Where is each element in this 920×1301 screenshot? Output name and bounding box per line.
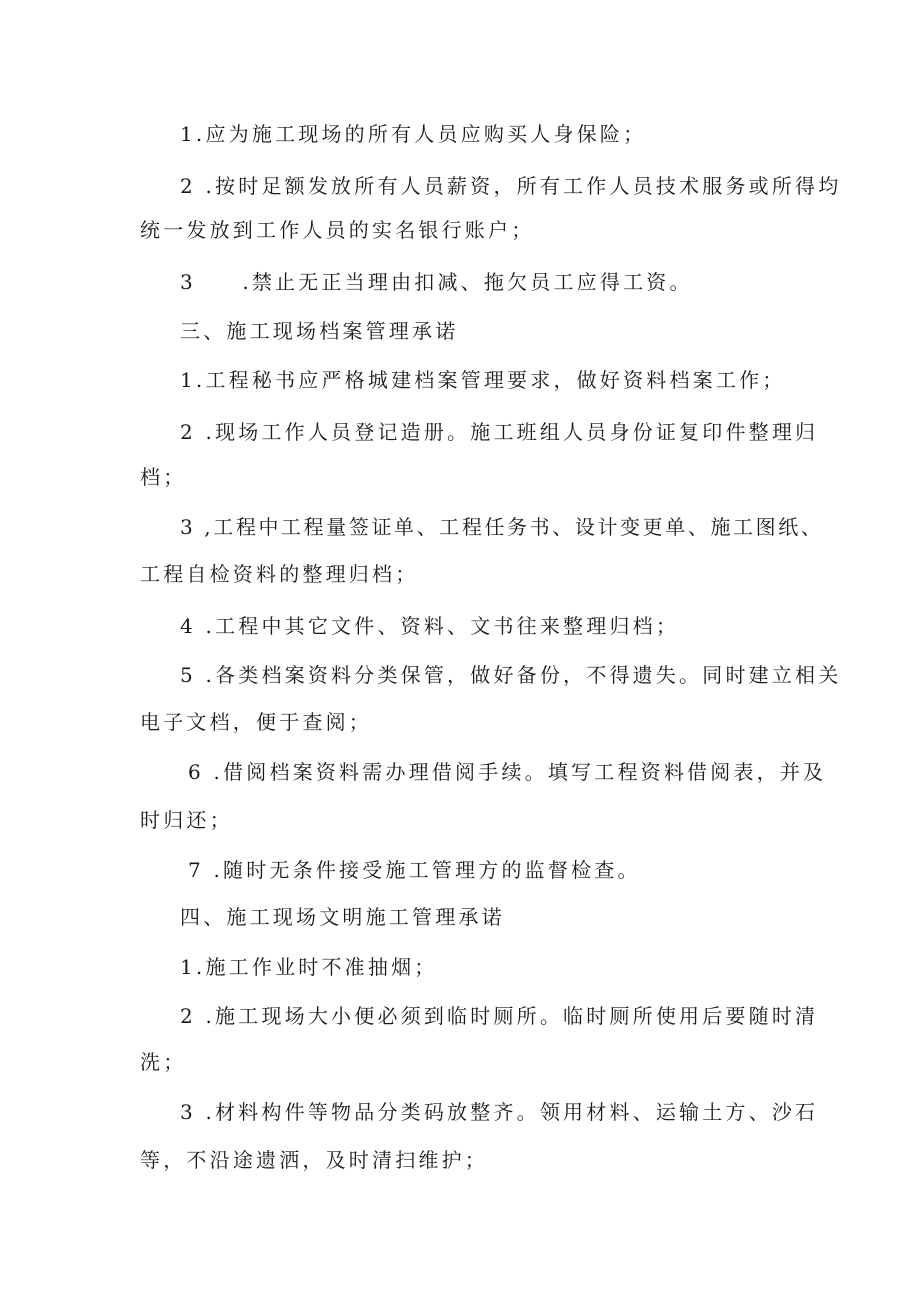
paragraph-line: 7 .随时无条件接受施工管理方的监督检查。 <box>188 858 641 882</box>
paragraph-line: 时归还； <box>140 808 233 832</box>
paragraph-line: 2 .施工现场大小便必须到临时厕所。临时厕所使用后要随时清 <box>180 1004 819 1028</box>
paragraph-line: 洗； <box>140 1050 187 1074</box>
section-heading: 四、施工现场文明施工管理承诺 <box>180 905 505 929</box>
paragraph-line: 工程自检资料的整理归档； <box>140 562 419 586</box>
paragraph-line: 统一发放到工作人员的实名银行账户； <box>140 218 535 242</box>
paragraph-line: 4 .工程中其它文件、资料、文书往来整理归档； <box>180 614 680 638</box>
paragraph-line: 1.工程秘书应严格城建档案管理要求，做好资料档案工作； <box>180 368 786 392</box>
section-heading: 三、施工现场档案管理承诺 <box>180 319 459 343</box>
paragraph-line: 档； <box>140 465 187 489</box>
paragraph-line: 5 .各类档案资料分类保管，做好备份，不得遗失。同时建立相关 <box>180 663 842 687</box>
paragraph-line: 3 .禁止无正当理由扣减、拖欠员工应得工资。 <box>180 270 693 294</box>
paragraph-line: 等，不沿途遗洒，及时清扫维护； <box>140 1148 488 1172</box>
paragraph-line: 1.施工作业时不准抽烟； <box>180 955 438 979</box>
paragraph-line: 3 .材料构件等物品分类码放整齐。领用材料、运输土方、沙石 <box>180 1100 819 1124</box>
paragraph-line: 1.应为施工现场的所有人员应购买人身保险； <box>180 122 647 146</box>
paragraph-line: 2 .现场工作人员登记造册。施工班组人员身份证复印件整理归 <box>180 420 819 444</box>
paragraph-line: 6 .借阅档案资料需办理借阅手续。填写工程资料借阅表，并及 <box>188 760 827 784</box>
paragraph-line: 3 ,工程中工程量签证单、工程任务书、设计变更单、施工图纸、 <box>180 515 824 539</box>
paragraph-line: 2 .按时足额发放所有人员薪资，所有工作人员技术服务或所得均 <box>180 174 842 198</box>
paragraph-line: 电子文档，便于查阅； <box>140 710 372 734</box>
